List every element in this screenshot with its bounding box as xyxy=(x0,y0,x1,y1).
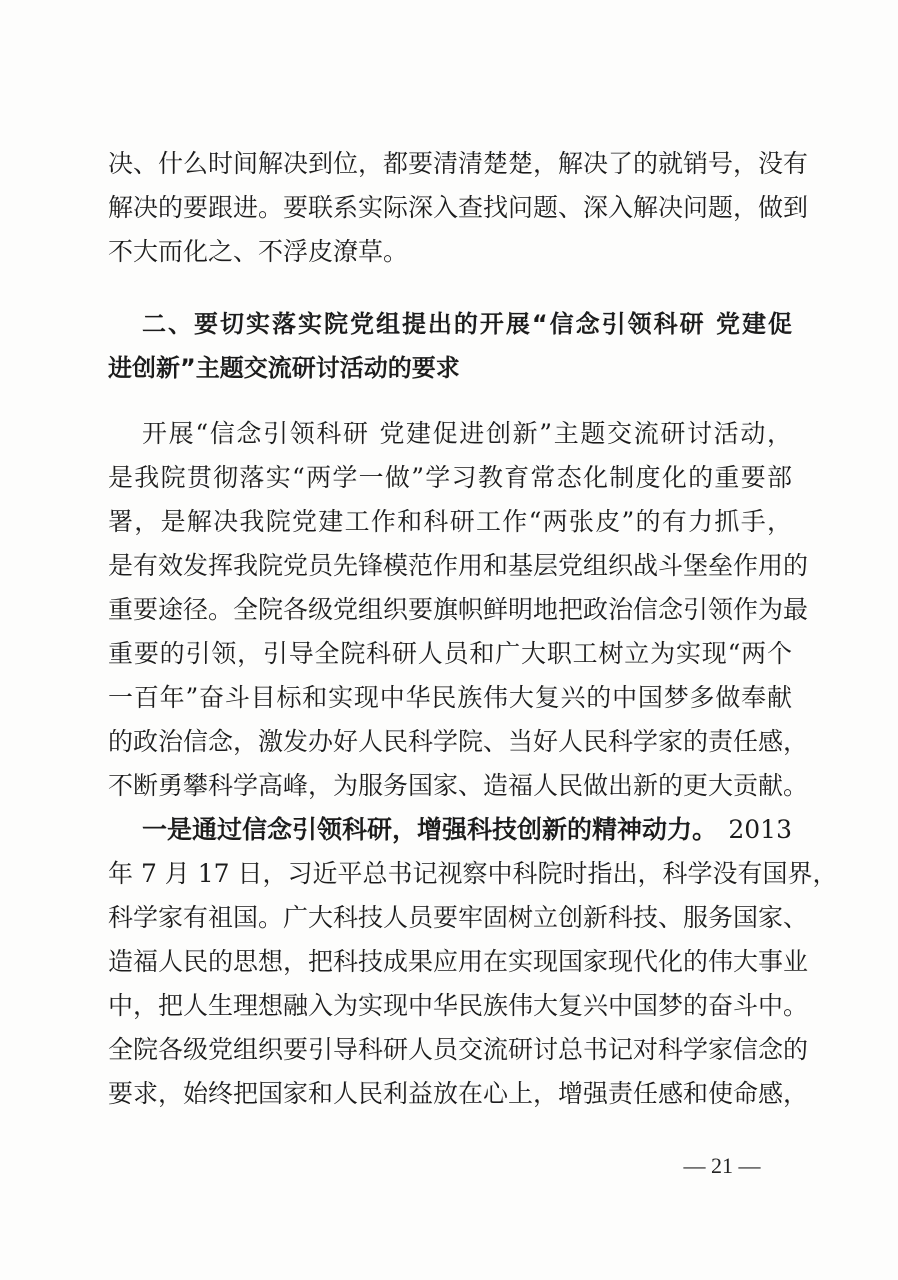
paragraph-lead-rest: 2013 xyxy=(728,815,792,844)
text-line: 中，把人生理想融入为实现中华民族伟大复兴中国梦的奋斗中。 xyxy=(108,991,809,1020)
text-line: 决、什么时间解决到位，都要清清楚楚，解决了的就销号，没有 xyxy=(108,149,809,178)
text-line: 开展“信念引领科研 党建促进创新”主题交流研讨活动， xyxy=(142,419,792,448)
text-line: 造福人民的思想，把科技成果应用在实现国家现代化的伟大事业 xyxy=(108,947,809,976)
text-line: 重要的引领，引导全院科研人员和广大职工树立为实现“两个 xyxy=(108,639,792,668)
heading-line: 二、要切实落实院党组提出的开展“信念引领科研 党建促 xyxy=(142,310,792,338)
text-line: 是我院贯彻落实“两学一做”学习教育常态化制度化的重要部 xyxy=(108,463,792,492)
text-line: 全院各级党组织要引导科研人员交流研讨总书记对科学家信念的 xyxy=(108,1035,809,1064)
text-line: 一百年”奋斗目标和实现中华民族伟大复兴的中国梦多做奉献 xyxy=(108,683,792,712)
paragraph-lead-bold: 一是通过信念引领科研，增强科技创新的精神动力。 xyxy=(142,815,718,844)
text-line: 科学家有祖国。广大科技人员要牢固树立创新科技、服务国家、 xyxy=(108,903,809,932)
text-line: 重要途径。全院各级党组织要旗帜鲜明地把政治信念引领作为最 xyxy=(108,595,809,624)
text-line: 年 7 月 17 日，习近平总书记视察中科院时指出，科学没有国界， xyxy=(108,859,838,888)
text-line: 署，是解决我院党建工作和科研工作“两张皮”的有力抓手， xyxy=(108,507,792,536)
text-line: 解决的要跟进。要联系实际深入查找问题、深入解决问题，做到 xyxy=(108,193,809,222)
heading-line: 进创新”主题交流研讨活动的要求 xyxy=(108,354,460,382)
page-number: — 21 — xyxy=(683,1153,761,1178)
text-line: 要求，始终把国家和人民利益放在心上，增强责任感和使命感， xyxy=(108,1079,809,1108)
text-line: 不大而化之、不浮皮潦草。 xyxy=(108,237,409,266)
text-line: 的政治信念，激发办好人民科学院、当好人民科学家的责任感， xyxy=(108,727,809,756)
text-line xyxy=(108,808,792,852)
text-line: 是有效发挥我院党员先锋模范作用和基层党组织战斗堡垒作用的 xyxy=(108,551,809,580)
text-line: 不断勇攀科学高峰，为服务国家、造福人民做出新的更大贡献。 xyxy=(108,771,809,800)
